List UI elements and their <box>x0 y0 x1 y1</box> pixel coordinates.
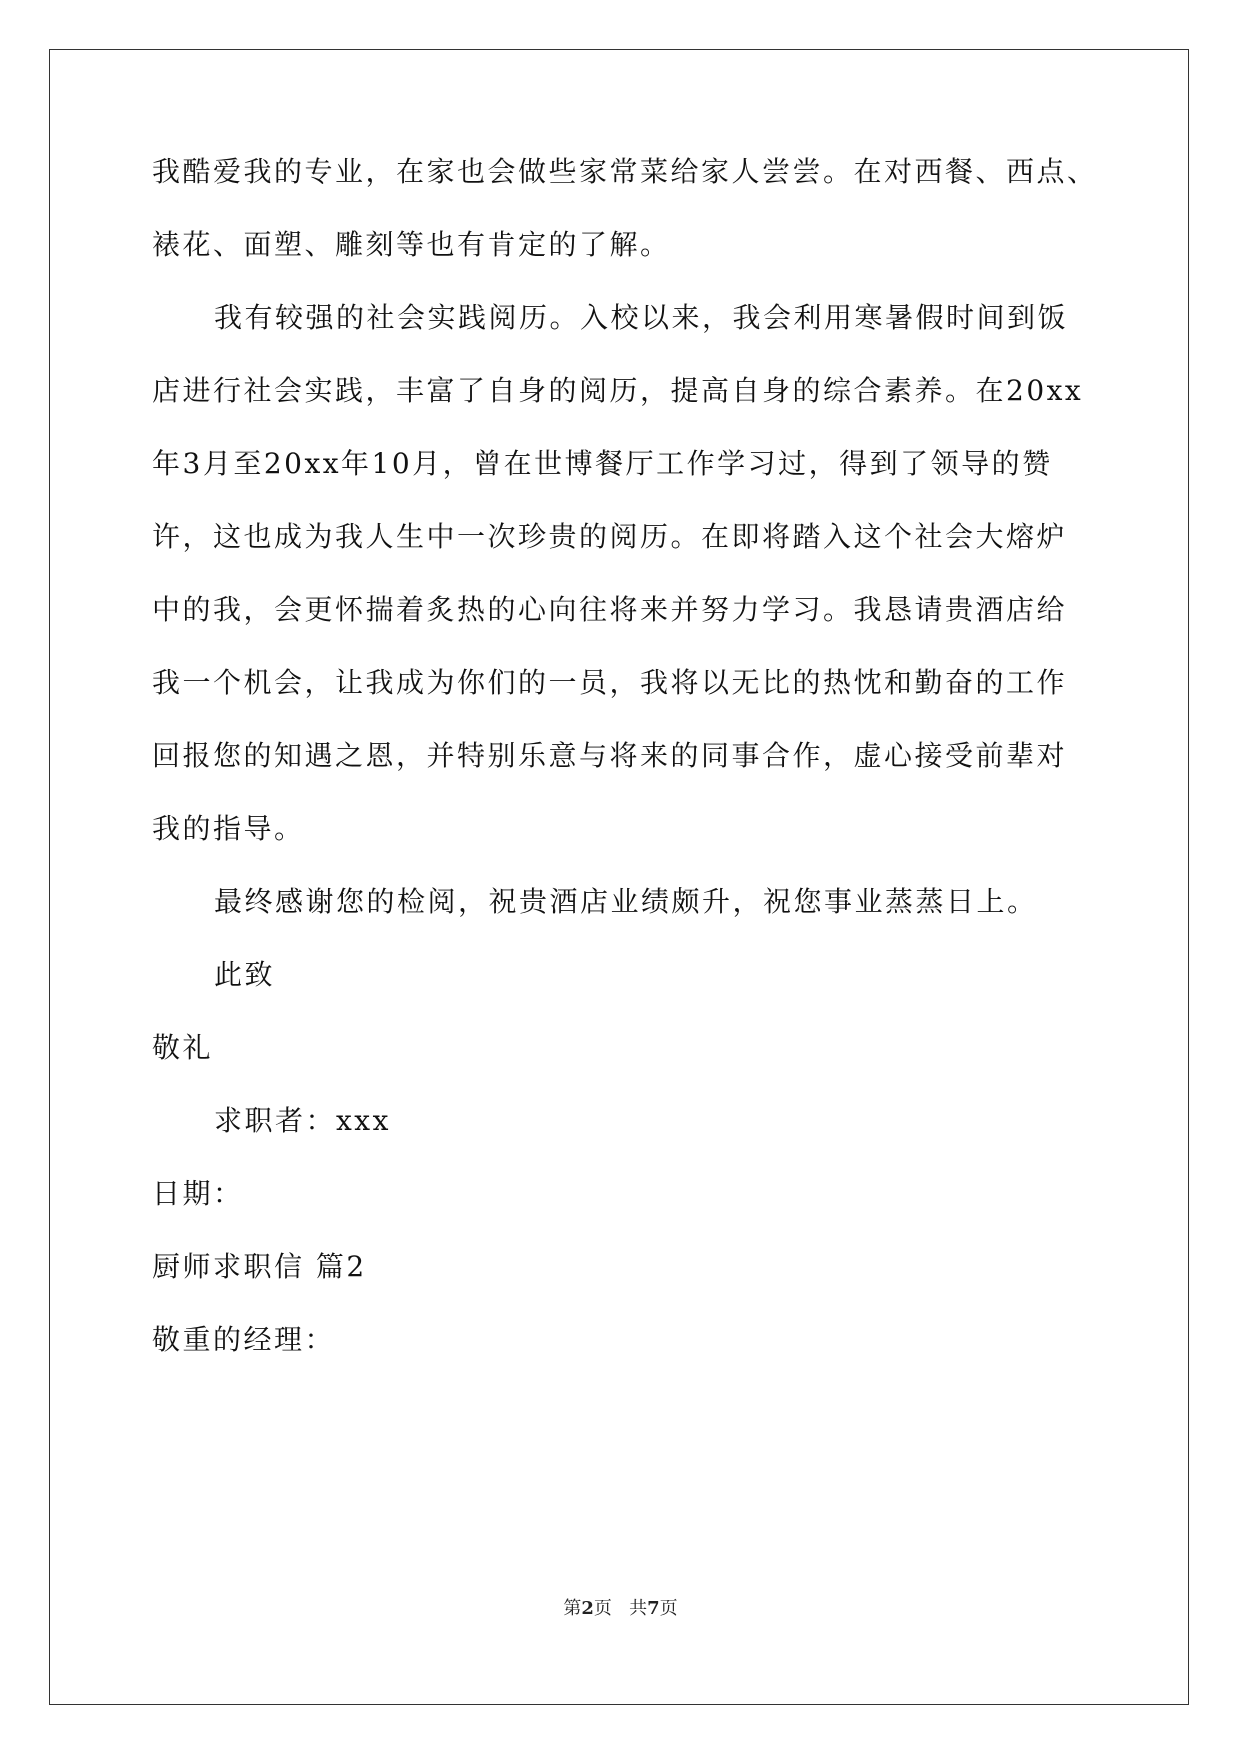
paragraph-line: 我有较强的社会实践阅历。入校以来，我会利用寒暑假时间到饭 <box>214 301 1069 334</box>
footer-page-number: 2 <box>581 1598 594 1619</box>
paragraph-line: 店进行社会实践，丰富了自身的阅历，提高自身的综合素养。在20xx <box>152 374 1084 407</box>
footer-prefix: 第 <box>563 1598 582 1619</box>
page-footer <box>0 1597 1241 1621</box>
paragraph-line: 我酷爱我的专业，在家也会做些家常菜给家人尝尝。在对西餐、西点、 <box>152 155 1098 188</box>
date-line: 日期： <box>152 1177 244 1210</box>
paragraph-line: 最终感谢您的检阅，祝贵酒店业绩颇升，祝您事业蒸蒸日上。 <box>214 885 1038 918</box>
paragraph-line: 我的指导。 <box>152 812 305 845</box>
salutation-line: 敬礼 <box>152 1031 214 1064</box>
paragraph-line: 年3月至20xx年10月，曾在世博餐厅工作学习过，得到了领导的赞 <box>152 447 1053 480</box>
footer-middle: 页 共 <box>593 1598 648 1619</box>
closing-line: 此致 <box>214 958 276 991</box>
signature-line: 求职者：xxx <box>214 1104 391 1137</box>
footer-total-pages: 7 <box>647 1598 660 1619</box>
paragraph-line: 裱花、面塑、雕刻等也有肯定的了解。 <box>152 228 671 261</box>
paragraph-line: 中的我，会更怀揣着炙热的心向往将来并努力学习。我恳请贵酒店给 <box>152 593 1068 626</box>
paragraph-line: 我一个机会，让我成为你们的一员，我将以无比的热忱和勤奋的工作 <box>152 666 1068 699</box>
section-heading: 厨师求职信 篇2 <box>152 1250 367 1283</box>
paragraph-line: 许，这也成为我人生中一次珍贵的阅历。在即将踏入这个社会大熔炉 <box>152 520 1068 553</box>
paragraph-line: 回报您的知遇之恩，并特别乐意与将来的同事合作，虚心接受前辈对 <box>152 739 1068 772</box>
greeting-line: 敬重的经理： <box>152 1323 336 1356</box>
footer-suffix: 页 <box>659 1598 678 1619</box>
